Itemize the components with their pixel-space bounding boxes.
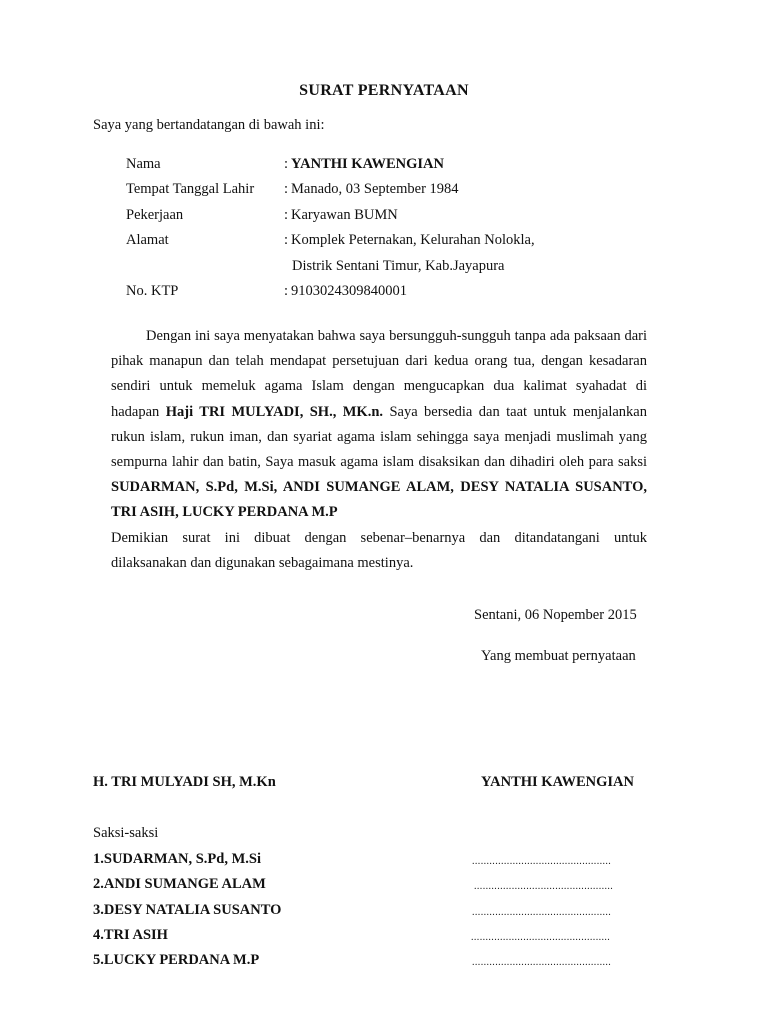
- body-line: sempurna lahir dan batin, Saya masuk agama islam disaksikan dan dihadiri oleh para saksi: [111, 454, 647, 471]
- body-line: rukun islam, rukun iman, dan syariat agama islam sehingga saya menjadi muslimah yang: [111, 428, 647, 445]
- body-text: Saya bersedia dan taat untuk menjalankan: [383, 403, 647, 420]
- field-value-alamat: Komplek Peternakan, Kelurahan Nolokla,: [291, 232, 535, 248]
- field-value-alamat-cont: Distrik Sentani Timur, Kab.Jayapura: [292, 258, 505, 274]
- field-colon: :: [284, 207, 289, 223]
- field-value-nama: YANTHI KAWENGIAN: [291, 156, 444, 172]
- body-line: sendiri untuk memeluk agama Islam dengan mengucapkan dua kalimat syahadat di: [111, 378, 647, 395]
- body-line: Dengan ini saya menyatakan bahwa saya bersungguh-sungguh tanpa ada paksaan dari: [146, 328, 647, 344]
- witness-names-line: SUDARMAN, S.Pd, M.Si, ANDI SUMANGE ALAM, DESY NATALIA SUSANTO,: [111, 479, 647, 496]
- body-line: dilaksanakan dan digunakan sebagaimana mestinya.: [111, 554, 414, 571]
- witness-name: 4.TRI ASIH: [93, 927, 168, 943]
- intro-text: Saya yang bertandatangan di bawah ini:: [93, 117, 325, 133]
- signatory-right: YANTHI KAWENGIAN: [481, 774, 634, 790]
- witness-name: 5.LUCKY PERDANA M.P: [93, 952, 260, 968]
- witness-name: 1.SUDARMAN, S.Pd, M.Si: [93, 851, 261, 867]
- witness-name: 3.DESY NATALIA SUSANTO: [93, 902, 282, 918]
- body-line: [111, 400, 647, 425]
- field-value-ktp: 9103024309840001: [291, 283, 407, 299]
- body-line: Demikian surat ini dibuat dengan sebenar–benarnya dan ditandatangani untuk: [111, 529, 647, 546]
- field-colon: :: [284, 156, 289, 172]
- place-date: Sentani, 06 Nopember 2015: [474, 607, 637, 623]
- field-value-ttl: Manado, 03 September 1984: [291, 181, 459, 197]
- witness-names-line: TRI ASIH, LUCKY PERDANA M.P: [111, 504, 338, 521]
- field-colon: :: [284, 232, 289, 248]
- field-label-pekerjaan: Pekerjaan: [126, 207, 184, 223]
- field-label-ktp: No. KTP: [126, 283, 179, 299]
- statement-body: [111, 324, 647, 576]
- body-text: hadapan: [111, 403, 166, 420]
- field-value-pekerjaan: Karyawan BUMN: [291, 207, 398, 223]
- witness-name: 2.ANDI SUMANGE ALAM: [93, 876, 266, 892]
- signature-line: ................................................: [474, 881, 614, 892]
- field-label-ttl: Tempat Tanggal Lahir: [126, 181, 255, 197]
- official-name: Haji TRI MULYADI, SH., MK.n.: [165, 403, 384, 420]
- signature-line: ................................................: [471, 932, 611, 943]
- field-colon: :: [284, 283, 289, 299]
- signature-line: ................................................: [472, 856, 612, 867]
- signature-line: ................................................: [472, 957, 612, 968]
- body-line: pihak manapun dan telah mendapat persetujuan dari kedua orang tua, dengan kesadaran: [111, 353, 647, 370]
- signature-line: ................................................: [472, 907, 612, 918]
- field-label-alamat: Alamat: [126, 232, 169, 248]
- signatory-left: H. TRI MULYADI SH, M.Kn: [93, 774, 276, 790]
- field-label-nama: Nama: [126, 156, 161, 172]
- field-colon: :: [284, 181, 289, 197]
- maker-label: Yang membuat pernyataan: [481, 648, 636, 664]
- document-title: SURAT PERNYATAAN: [299, 82, 469, 99]
- witness-heading: Saksi-saksi: [93, 825, 159, 841]
